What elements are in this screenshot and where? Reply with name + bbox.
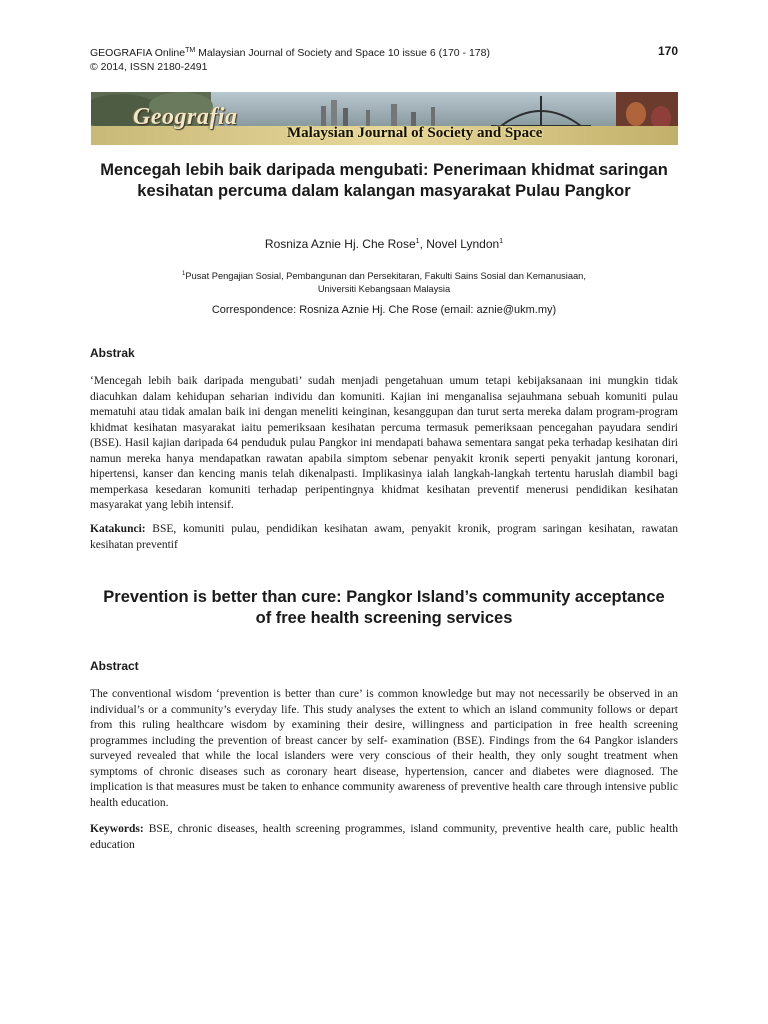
page-number: 170 [657, 44, 678, 58]
affiliation-text: Pusat Pengajian Sosial, Pembangunan dan Persekitaran, Fakulti Sains Sosial dan Kemanusiaan, [185, 271, 586, 281]
keywords [90, 822, 678, 853]
journal-name: GEOGRAFIA Online [90, 47, 186, 59]
keywords-label: Keywords: [90, 823, 144, 835]
journal-issue: Malaysian Journal of Society and Space 10 issue 6 (170 - 178) [195, 47, 490, 59]
abstrak-heading: Abstrak [90, 346, 135, 360]
malay-title: Mencegah lebih baik daripada mengubati: Penerimaan khidmat saringan kesihatan percuma dalam kalangan masyarakat Pulau Pangkor [100, 161, 668, 200]
author-name: Novel Lyndon [426, 237, 500, 251]
author-separator: , [419, 237, 427, 251]
english-title: Prevention is better than cure: Pangkor Island’s community acceptance of free health screening services [103, 588, 665, 627]
running-head [90, 44, 678, 74]
author-line [0, 237, 768, 251]
abstract-body: The conventional wisdom ‘prevention is better than cure’ is common knowledge but may not necessarily be observed in an individual’s or a community’s everyday life. This study analyses the extent to which an island community follows or depart from this ruling healthcare wisdom by examining their desire, willingness and participation in free health screening programmes including the prevention of breast cancer by self- examination (BSE). Findings from the 64 Pangkor islanders surveyed revealed that while the local islanders were very conscious of their health, they only sought treatment when symptoms of chronic diseases such as coronary heart disease, hypertension, cancer and diabetes were diagnosed. The implication is that measures must be taken to enhance community awareness of preventive health care through intensive public health education. [90, 688, 678, 809]
banner-subtitle: Malaysian Journal of Society and Space [287, 125, 543, 141]
abstract-heading: Abstract [90, 659, 139, 673]
journal-citation [90, 44, 678, 60]
affiliation [0, 268, 768, 296]
journal-banner [91, 92, 678, 145]
katakunci [90, 522, 678, 553]
katakunci-label: Katakunci: [90, 523, 146, 535]
keywords-text: BSE, chronic diseases, health screening programmes, island community, preventive health care, public health education [90, 823, 678, 851]
affiliation-line [0, 268, 768, 283]
journal-logo: Geografia [133, 104, 238, 130]
affiliation-line: Universiti Kebangsaan Malaysia [317, 284, 451, 294]
copyright-line: © 2014, ISSN 2180-2491 [90, 61, 208, 73]
abstrak-body: ‘Mencegah lebih baik daripada mengubati’ sudah menjadi pengetahuan umum tetapi kebijaksanaan ini mungkin tidak diacuhkan dalam kehidupan seharian individu dan komuniti. Kajian ini menganalisa sejauhmana sebuah komuniti pulau mematuhi atau tidak amalan baik ini dengan meneliti keinginan, kesanggupan dan turut serta mereka dalam program-program khidmat kesihatan masyarakat iaitu pemeriksaan kesihatan percuma termasuk pemeriksaan pencegahan payudara sendiri (BSE). Hasil kajian daripada 64 penduduk pulau Pangkor ini mendapati bahawa sementara sangat peka terhadap kesihatan diri namun mereka hanya mendapatkan rawatan apabila simptom sebenar penyakit kronik seperti penyakit jantung koronari, hipertensi, kanser dan kencing manis telah dikenalpasti. Implikasinya ialah langkah-langkah tertentu haruslah diambil bagi memperkasa kesedaran komuniti terhadap peripentingnya khidmat kesihatan preventif menerusi pendidikan kesihatan masyarakat yang lebih intensif. [90, 375, 678, 511]
affiliation-marker: 1 [499, 238, 504, 245]
katakunci-text: BSE, komuniti pulau, pendidikan kesihatan awam, penyakit kronik, program saringan kesihatan, rawatan kesihatan preventif [90, 523, 678, 551]
correspondence: Correspondence: Rosniza Aznie Hj. Che Rose (email: aznie@ukm.my) [211, 304, 557, 316]
trademark-mark: TM [185, 47, 196, 54]
affiliation-marker: 1 [415, 238, 420, 245]
affiliation-marker: 1 [182, 271, 186, 277]
author-name: Rosniza Aznie Hj. Che Rose [264, 237, 416, 251]
